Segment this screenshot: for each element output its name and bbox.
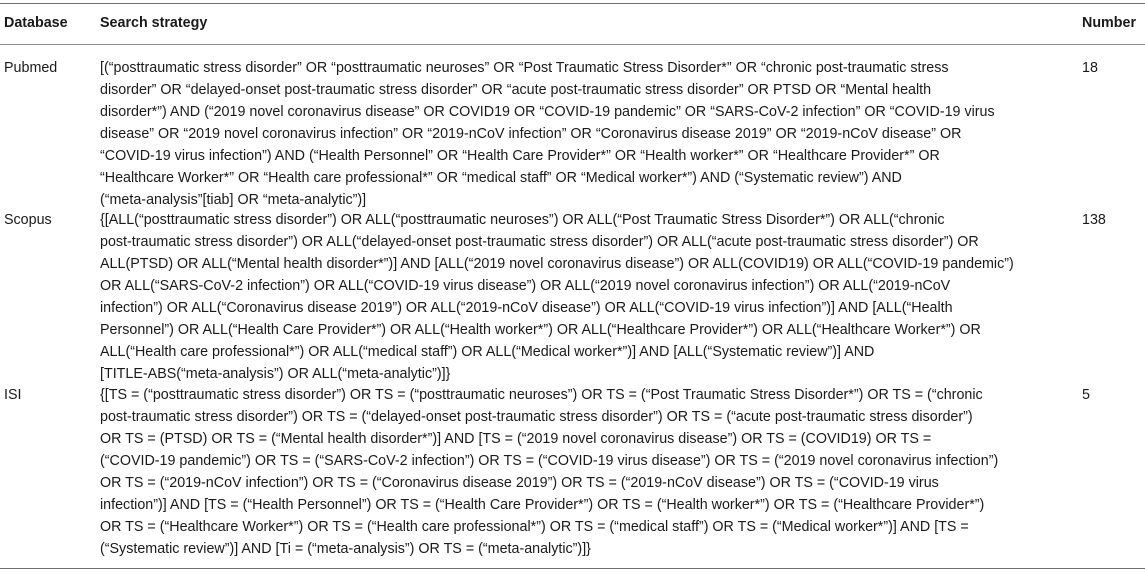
strategy-line: (“Systematic review”)] AND [Ti = (“meta-analysis”) OR TS = (“meta-analytic”)]}: [100, 541, 591, 557]
header-number: Number: [1082, 15, 1137, 31]
row-strategy-scopus: [100, 209, 1110, 385]
strategy-line: post-traumatic stress disorder”) OR ALL(“delayed-onset post-traumatic stress disorder”) OR ALL(“acute post-traumatic stress disorder”) OR: [100, 234, 979, 250]
row-database-scopus: Scopus: [4, 212, 52, 228]
row-database-pubmed: Pubmed: [4, 60, 58, 76]
row-number-isi: 5: [1082, 387, 1090, 403]
strategy-line: infection”) OR ALL(“Coronavirus disease 2019”) OR ALL(“2019-nCoV disease”) OR ALL(“COVID-19 virus infection”)] AND [ALL(“Health: [100, 300, 953, 316]
row-strategy-pubmed: [100, 57, 1110, 211]
strategy-line: {[TS = (“posttraumatic stress disorder”) OR TS = (“posttraumatic neuroses”) OR TS = (“Post Traumatic Stress Disorder*”) OR TS = (“chronic: [100, 387, 983, 403]
table-top-rule: [0, 3, 1145, 4]
header-search-strategy: Search strategy: [100, 15, 208, 31]
strategy-line: disease” OR “2019 novel coronavirus infection” OR “2019-nCoV infection” OR “Coronavirus disease 2019” OR “2019-nCoV disease” OR: [100, 126, 962, 142]
strategy-line: Personnel”) OR ALL(“Health Care Provider*”) OR ALL(“Health worker*”) OR ALL(“Healthcare Provider*”) OR ALL(“Healthcare Worker*”) OR: [100, 322, 981, 338]
strategy-line: OR ALL(“SARS-CoV-2 infection”) OR ALL(“COVID-19 virus disease”) OR ALL(“2019 novel coronavirus infection”) OR ALL(“2019-nCoV: [100, 278, 951, 294]
strategy-line: (“COVID-19 pandemic”) OR TS = (“SARS-CoV-2 infection”) OR TS = (“COVID-19 virus disease”) OR TS = (“2019 novel coronavirus infection”): [100, 453, 999, 469]
strategy-line: disorder” OR “delayed-onset post-traumatic stress disorder” OR “acute post-traumatic stress disorder” OR PTSD OR “Mental health: [100, 82, 932, 98]
strategy-line: [(“posttraumatic stress disorder” OR “posttraumatic neuroses” OR “Post Traumatic Stress Disorder*” OR “chronic post-traumatic stress: [100, 60, 949, 76]
strategy-line: ALL(“Health care professional*”) OR ALL(“medical staff”) OR ALL(“Medical worker*”)] AND [ALL(“Systematic review”)] AND: [100, 344, 875, 360]
row-database-isi: ISI: [4, 387, 22, 403]
strategy-line: infection”)] AND [TS = (“Health Personnel”) OR TS = (“Health Care Provider*”) OR TS = (“Health worker*”) OR TS = (“Healthcare Provider*”): [100, 497, 985, 513]
row-number-scopus: 138: [1082, 212, 1106, 228]
table-bottom-rule: [0, 568, 1145, 569]
strategy-line: OR TS = (“2019-nCoV infection”) OR TS = (“Coronavirus disease 2019”) OR TS = (“2019-nCoV disease”) OR TS = (“COVID-19 virus: [100, 475, 939, 491]
header-database: Database: [4, 15, 68, 31]
strategy-line: {[ALL(“posttraumatic stress disorder”) OR ALL(“posttraumatic neuroses”) OR ALL(“Post Traumatic Stress Disorder*”) OR ALL(“chronic: [100, 212, 945, 228]
strategy-line: OR TS = (“Healthcare Worker*”) OR TS = (“Health care professional*”) OR TS = (“medical staff”) OR TS = (“Medical worker*”)] AND [TS =: [100, 519, 969, 535]
row-number-pubmed: 18: [1082, 60, 1098, 76]
strategy-line: OR TS = (PTSD) OR TS = (“Mental health disorder*”)] AND [TS = (“2019 novel coronavirus disease”) OR TS = (COVID19) OR TS =: [100, 431, 932, 447]
row-strategy-isi: [100, 384, 1110, 560]
strategy-line: “Healthcare Worker*” OR “Health care professional*” OR “medical staff” OR “Medical worker*”) AND (“Systematic review”) AND: [100, 170, 902, 186]
strategy-line: (“meta-analysis”[tiab] OR “meta-analytic”)]: [100, 192, 367, 208]
strategy-line: [TITLE-ABS(“meta-analysis”) OR ALL(“meta-analytic”)]}: [100, 366, 451, 382]
strategy-line: disorder*”) AND (“2019 novel coronavirus disease” OR COVID19 OR “COVID-19 pandemic” OR “SARS-CoV-2 infection” OR “COVID-19 virus: [100, 104, 995, 120]
header-rule: [0, 44, 1145, 45]
strategy-line: post-traumatic stress disorder”) OR TS = (“delayed-onset post-traumatic stress disorder”) OR TS = (“acute post-traumatic stress disorder”): [100, 409, 973, 425]
strategy-line: ALL(PTSD) OR ALL(“Mental health disorder*”)] AND [ALL(“2019 novel coronavirus disease”) OR ALL(COVID19) OR ALL(“COVID-19 pandemic”): [100, 256, 1014, 272]
strategy-line: “COVID-19 virus infection”) AND (“Health Personnel” OR “Health Care Provider*” OR “Health worker*” OR “Healthcare Provider*” OR: [100, 148, 940, 164]
